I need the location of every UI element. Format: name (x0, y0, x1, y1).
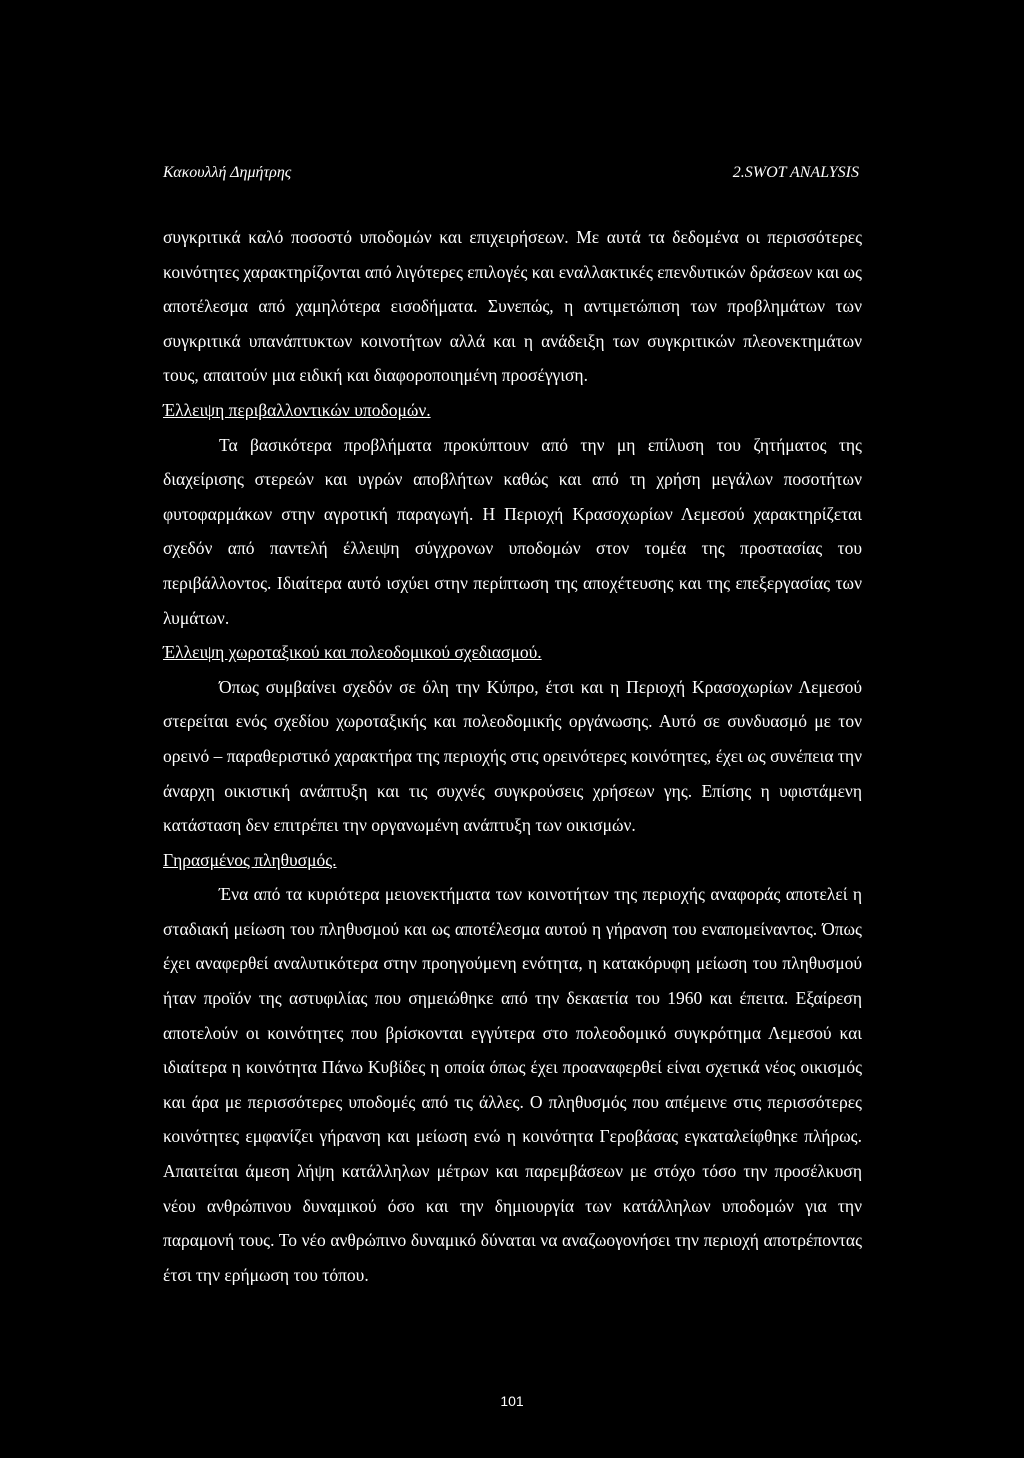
section-paragraph-population: Ένα από τα κυριότερα μειονεκτήματα των κοινοτήτων της περιοχής αναφοράς αποτελεί η σταδιακή μείωση του πληθυσμού και ως αποτέλεσμα αυτού η γήρανση του εναπομείναντος. Όπως έχει αναφερθεί αναλυτικότερα στην προηγούμενη ενότητα, η κατακόρυφη μείωση του πληθυσμού ήταν προϊόν της αστυφιλίας που σημειώθηκε από την δεκαετία του 1960 και έπειτα. Εξαίρεση αποτελούν οι κοινότητες που βρίσκονται εγγύτερα στο πολεοδομικό συγκρότημα Λεμεσού και ιδιαίτερα η κοινότητα Πάνω Κυβίδες η οποία όπως έχει προαναφερθεί είναι σχετικά νέος οικισμός και άρα με περισσότερες υποδομές από τις άλλες. Ο πληθυσμός που απέμεινε στις περισσότερες κοινότητες εμφανίζει γήρανση και μείωση ενώ η κοινότητα Γεροβάσας εγκαταλείφθηκε πλήρως. Απαιτείται άμεση λήψη κατάλληλων μέτρων και παρεμβάσεων με στόχο τόσο την προσέλκυση νέου ανθρώπινου δυναμικού όσο και την δημιουργία των κατάλληλων υποδομών για την παραμονή τους. Το νέο ανθρώπινο δυναμικό δύναται να αναζωογονήσει την περιοχή αποτρέποντας έτσι την ερήμωση του τόπου. (163, 884, 862, 1285)
page-number: 101 (500, 1393, 524, 1409)
section-paragraph-environment: Τα βασικότερα προβλήματα προκύπτουν από την μη επίλυση του ζητήματος της διαχείρισης στερεών και υγρών αποβλήτων καθώς και από τη χρήση μεγάλων ποσοτήτων φυτοφαρμάκων στην αγροτική παραγωγή. Η Περιοχή Κρασοχωρίων Λεμεσού χαρακτηρίζεται σχεδόν από παντελή έλλειψη σύγχρονων υποδομών στον τομέα της προστασίας του περιβάλλοντος. Ιδιαίτερα αυτό ισχύει στην περίπτωση της αποχέτευσης και της επεξεργασίας των λυμάτων. (163, 434, 862, 628)
section-paragraph-planning: Όπως συμβαίνει σχεδόν σε όλη την Κύπρο, έτσι και η Περιοχή Κρασοχωρίων Λεμεσού στερείται ενός σχεδίου χωροταξικής και πολεοδομικής οργάνωσης. Αυτό σε συνδυασμό με τον ορεινό – παραθεριστικό χαρακτήρα της περιοχής στις ορεινότερες κοινότητες, έχει ως συνέπεια την άναρχη οικιστική ανάπτυξη και τις συχνές συγκρούσεις χρήσεων γης. Επίσης η υφιστάμενη κατάσταση δεν επιτρέπει την οργανωμένη ανάπτυξη των οικισμών. (163, 676, 862, 836)
page-body (163, 220, 862, 1292)
section-heading-planning: Έλλειψη χωροταξικού και πολεοδομικού σχεδιασμού. (163, 642, 542, 663)
section-heading-environment: Έλλειψη περιβαλλοντικών υποδομών. (163, 399, 431, 420)
intro-paragraph: συγκριτικά καλό ποσοστό υποδομών και επιχειρήσεων. Με αυτά τα δεδομένα οι περισσότερες κοινότητες χαρακτηρίζονται από λιγότερες επιλογές και εναλλακτικές επενδυτικών δράσεων και ως αποτέλεσμα από χαμηλότερα εισοδήματα. Συνεπώς, η αντιμετώπιση των προβλημάτων των συγκριτικά υπανάπτυκτων κοινοτήτων αλλά και η ανάδειξη των συγκριτικών πλεονεκτημάτων τους, απαιτούν μια ειδική και διαφοροποιημένη προσέγγιση. (163, 227, 862, 386)
header-section: 2.SWOT ANALYSIS (732, 164, 859, 181)
page-header (163, 164, 859, 188)
header-author: Κακουλλή Δημήτρης (163, 164, 292, 181)
section-heading-population: Γηρασμένος πληθυσμός. (163, 849, 337, 870)
